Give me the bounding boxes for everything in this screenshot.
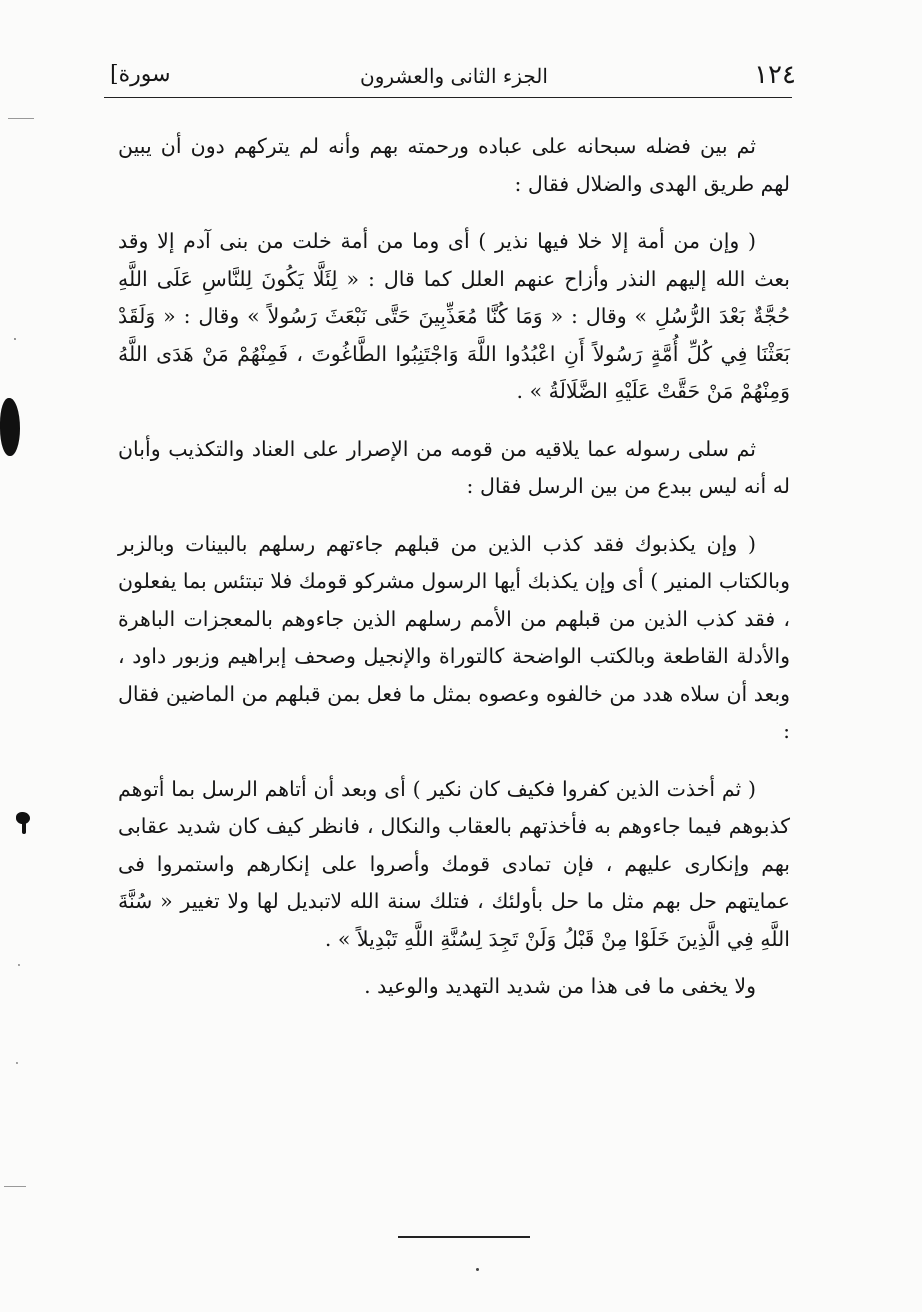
paragraph-1: ثم بين فضله سبحانه على عباده ورحمته بهم وأنه لم يتركهم دون أن يبين لهم طريق الهدى والضلال فقال : xyxy=(118,134,790,196)
part-title: الجزء الثانى والعشرون xyxy=(360,64,548,88)
ink-dot xyxy=(14,338,16,340)
paragraph-4: ( وإن يكذبوك فقد كذب الذين من قبلهم جاءتهم رسلهم بالبينات وبالزبر وبالكتاب المنير ) أى وإن يكذبك أيها الرسول مشركو قومك فلا تبتئس بما يفعلون ، فقد كذب الذين من قبلهم من الأمم رسلهم الذين جاءوهم بالمعجزات الباهرة والأدلة القاطعة وبالكتب الواضحة كالتوراة والإنجيل وصحف إبراهيم وزبور داود ، وبعد أن سلاه هدد من خالفوه وعصوه بمثل ما فعل بمن قبلهم من الماضين فقال : xyxy=(118,531,790,743)
paragraph-5: ( ثم أخذت الذين كفروا فكيف كان نكير ) أى وبعد أن أتاهم الرسل بما أتوهم كذبوهم فيما جاءوهم به فأخذتهم بالعقاب والنكال ، فانظر كيف كان شديد عقابى بهم وإنكارى عليهم ، فإن تمادى قومك وأصروا على إنكارهم واستمروا فى عمايتهم حل بهم مثل ما حل بأولئك ، فتلك سنة الله لاتبديل لها ولا تغيير « سُنَّةَ اللَّهِ فِي الَّذِينَ خَلَوْا مِنْ قَبْلُ وَلَنْ تَجِدَ لِسُنَّةِ اللَّهِ تَبْدِيلاً » . xyxy=(118,776,790,951)
paragraph-2: ( وإن من أمة إلا خلا فيها نذير ) أى وما من أمة خلت من بنى آدم إلا وقد بعث الله إليهم النذر وأزاح عنهم العلل كما قال : « لِئَلَّا يَكُونَ لِلنَّاسِ عَلَى اللَّهِ حُجَّةٌ بَعْدَ الرُّسُلِ » وقال : « وَمَا كُنَّا مُعَذِّبِينَ حَتَّى نَبْعَثَ رَسُولاً » وقال : « وَلَقَدْ بَعَثْنَا فِي كُلِّ أُمَّةٍ رَسُولاً أَنِ اعْبُدُوا اللَّهَ وَاجْتَنِبُوا الطَّاغُوتَ ، فَمِنْهُمْ مَنْ هَدَى اللَّهُ وَمِنْهُمْ مَنْ حَقَّتْ عَلَيْهِ الضَّلَالَةُ » . xyxy=(118,229,790,403)
end-dot xyxy=(476,1268,479,1271)
end-rule xyxy=(398,1236,530,1238)
ink-blot xyxy=(0,398,20,456)
margin-scratch xyxy=(8,118,34,119)
ink-dot xyxy=(18,964,20,966)
ink-speck xyxy=(22,822,26,834)
paragraph-3: ثم سلى رسوله عما يلاقيه من قومه من الإصرار على العناد والتكذيب وأبان له أنه ليس ببدع من بين الرسل فقال : xyxy=(118,436,790,498)
page-number: ١٢٤ xyxy=(754,60,796,90)
ink-dot xyxy=(16,1062,18,1064)
surah-label: [سورة xyxy=(110,62,171,87)
running-header xyxy=(100,60,812,100)
header-rule xyxy=(104,97,792,98)
margin-scratch xyxy=(4,1186,26,1187)
closing-line: ولا يخفى ما فى هذا من شديد التهديد والوعيد . xyxy=(364,974,756,998)
page-body xyxy=(118,128,790,1026)
